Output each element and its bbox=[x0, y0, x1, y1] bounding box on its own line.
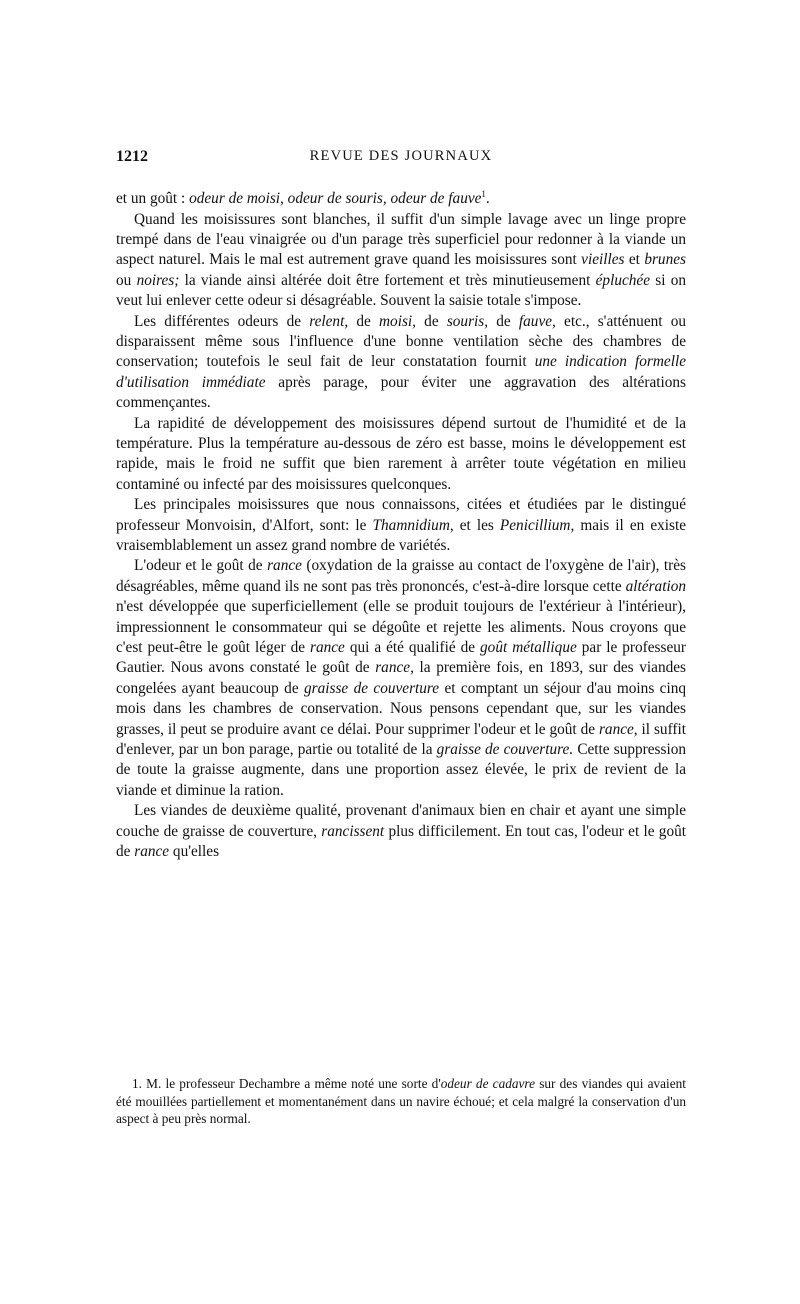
body-text bbox=[116, 184, 686, 863]
paragraph: Les principales moisissures que nous connaissons, citées et étudiées par le distingué professeur Monvoisin, d'Alfort, sont: le Thamnidium, et les Penicillium, mais il en existe vraisemblablement un assez grand nombre de variétés. bbox=[116, 496, 687, 554]
paragraph: L'odeur et le goût de rance (oxydation de la graisse au contact de l'oxygène de l'air), très désagréables, même quand ils ne sont pas très prononcés, c'est-à-dire lorsque cette altération n'est développée que superficiellement (elle se produit toujours de l'extérieur à l'intérieur), impressionnent le consommateur qui se dégoûte et rejette les aliments. Nous croyons que c'est peut-être le goût léger de rance qui a été qualifié de goût métallique par le professeur Gautier. Nous avons constaté le goût de rance, la première fois, en 1893, sur des viandes congelées ayant beaucoup de graisse de couverture et comptant un séjour d'au moins cinq mois dans les chambres de conservation. Nous pensons cependant que, sur les viandes grasses, il peut se produire avant ce délai. Pour supprimer l'odeur et le goût de rance, il suffit d'enlever, par un bon parage, partie ou totalité de la graisse de couverture. Cette suppression de toute la graisse augmente, dans une proportion assez élevée, le prix de revient de la viande et diminue la ration. bbox=[116, 557, 686, 799]
page-number: 1212 bbox=[116, 148, 148, 165]
paragraph: Quand les moisissures sont blanches, il suffit d'un simple lavage avec un linge propre trempé dans de l'eau vinaigrée ou d'un parage très superficiel pour redonner à la viande un aspect naturel. Mais le mal est autrement grave quand les moisissures sont vieilles et brunes ou noires; la viande ainsi altérée doit être fortement et très minutieusement épluchée si on veut lui enlever cette odeur si désagréable. Souvent la saisie totale s'impose. bbox=[116, 210, 686, 310]
paragraph: Les différentes odeurs de relent, de moisi, de souris, de fauve, etc., s'atténuent ou disparaissent même sous l'influence d'une bonne ventilation sèche des chambres de conservation; toutefois le seul fait de leur constatation fournit une indication formelle d'utilisation immédiate après parage, pour éviter une aggravation des altérations commençantes. bbox=[116, 312, 686, 412]
footnote bbox=[116, 1075, 686, 1128]
footnote-ref: 1 bbox=[481, 189, 486, 199]
footnote-text: 1. M. le professeur Dechambre a même noté une sorte d'odeur de cadavre sur des viandes qui avaient été mouillées partiellement et momentanément dans un navire échoué; et cela malgré la conservation d'un aspect à peu près normal. bbox=[116, 1076, 686, 1126]
paragraph: Les viandes de deuxième qualité, provenant d'animaux bien en chair et ayant une simple couche de graisse de couverture, rancissent plus difficilement. En tout cas, l'odeur et le goût de rance qu'elles bbox=[116, 802, 686, 861]
page-header bbox=[116, 148, 686, 176]
paragraph: La rapidité de développement des moisissures dépend surtout de l'humidité et de la température. Plus la température au-dessous de zéro est basse, moins le développement est rapide, mais le froid ne suffit que bien rarement à arrêter toute végétation en milieu contaminé ou infecté par des moisissures quelconques. bbox=[116, 414, 686, 493]
running-head: REVUE DES JOURNAUX bbox=[309, 148, 493, 164]
paragraph: et un goût : odeur de moisi, odeur de souris, odeur de fauve$^1$. bbox=[116, 189, 490, 208]
